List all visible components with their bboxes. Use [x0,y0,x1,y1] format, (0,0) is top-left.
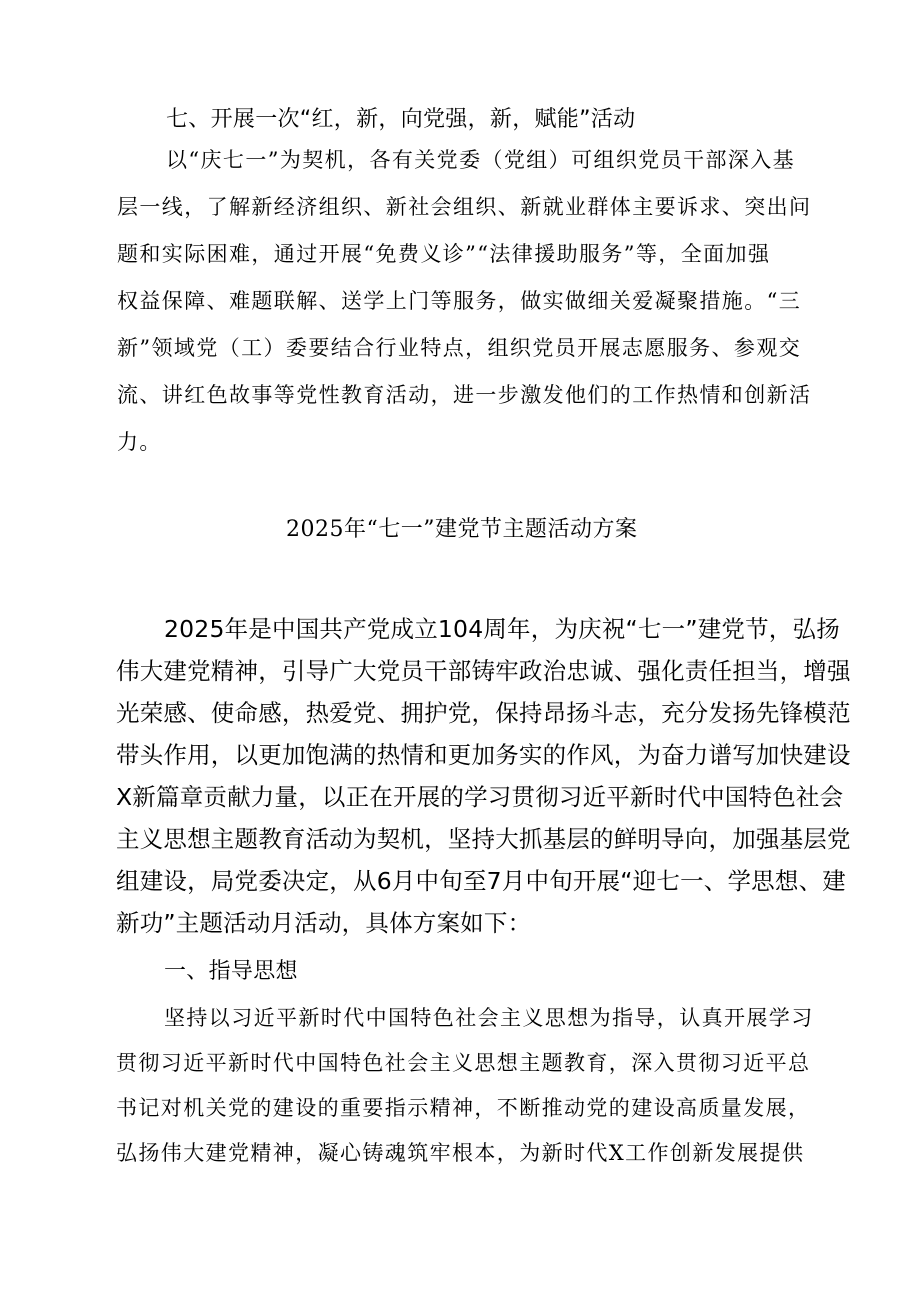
section-1-line-3: 书记对机关党的建设的重要指示精神，不断推动党的建设高质量发展， [116,1096,811,1120]
section-7-line-2: 层一线，了解新经济组织、新社会组织、新就业群体主要诉求、突出问 [117,195,812,219]
intro-line-8: 新功”主题活动月活动，具体方案如下： [116,909,532,937]
section-7-heading: 七、开展一次“红，新，向党强，新，赋能”活动 [166,107,636,132]
section-1-line-2: 贯彻习近平新时代中国特色社会主义思想主题教育，深入贯彻习近平总 [116,1051,811,1075]
section-1-line-4: 弘扬伟大建党精神，凝心铸魂筑牢根本，为新时代X工作创新发展提供 [116,1141,805,1165]
intro-line-1: 2025年是中国共产党成立104周年，为庆祝“七一”建党节，弘扬 [164,615,840,643]
intro-line-6: 主义思想主题教育活动为契机，坚持大抓基层的鲜明导向，加强基层党 [116,825,851,853]
intro-line-2: 伟大建党精神，引导广大党员干部铸牢政治忠诚、强化责任担当，增强 [116,657,851,685]
section-7-line-1: 以“庆七一”为契机，各有关党委（党组）可组织党员干部深入基 [166,148,796,172]
intro-line-4: 带头作用，以更加饱满的热情和更加务实的作风，为奋力谱写加快建设 [116,741,851,769]
intro-line-7: 组建设，局党委决定，从6月中旬至7月中旬开展“迎七一、学思想、建 [116,867,846,895]
section-7-line-4: 权益保障、难题联解、送学上门等服务，做实做细关爱凝聚措施。“三 [117,289,802,313]
section-7-line-7: 力。 [117,430,162,454]
intro-line-5: X新篇章贡献力量，以正在开展的学习贯彻习近平新时代中国特色社会 [116,783,844,811]
intro-line-3: 光荣感、使命感，热爱党、拥护党，保持昂扬斗志，充分发扬先锋模范 [116,699,851,727]
section-7-line-5: 新”领域党（工）委要结合行业特点，组织党员开展志愿服务、参观交 [117,336,802,360]
section-7-line-6: 流、讲红色故事等党性教育活动，进一步激发他们的工作热情和创新活 [117,383,812,407]
document-title: 2025年“七一”建党节主题活动方案 [286,517,638,542]
section-7-line-3: 题和实际困难，通过开展“免费义诊”“法律援助服务”等，全面加强 [117,242,771,266]
section-1-heading: 一、指导思想 [164,959,298,984]
section-1-line-1: 坚持以习近平新时代中国特色社会主义思想为指导，认真开展学习 [164,1006,814,1030]
